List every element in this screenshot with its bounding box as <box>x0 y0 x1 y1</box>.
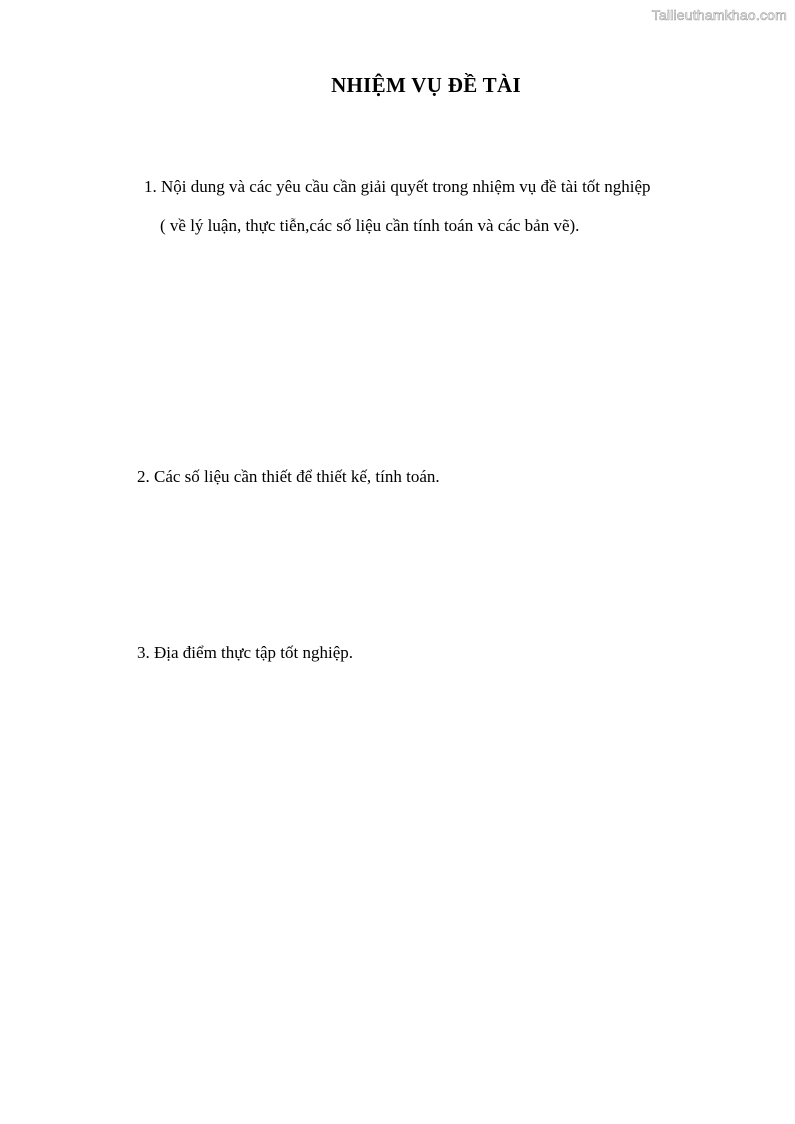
task-item-3: 3. Địa điểm thực tập tốt nghiệp. <box>137 643 354 662</box>
task-item-2: 2. Các số liệu cần thiết để thiết kế, tính toán. <box>137 467 440 486</box>
watermark-text: Tailieuthamkhao.com <box>651 7 787 23</box>
task-item-1-line-2: ( về lý luận, thực tiễn,các số liệu cần tính toán và các bản vẽ). <box>160 216 580 235</box>
page-title: NHIỆM VỤ ĐỀ TÀI <box>331 73 521 97</box>
task-item-1-line-1: 1. Nội dung và các yêu cầu cần giải quyết trong nhiệm vụ đề tài tốt nghiệp <box>144 177 651 196</box>
